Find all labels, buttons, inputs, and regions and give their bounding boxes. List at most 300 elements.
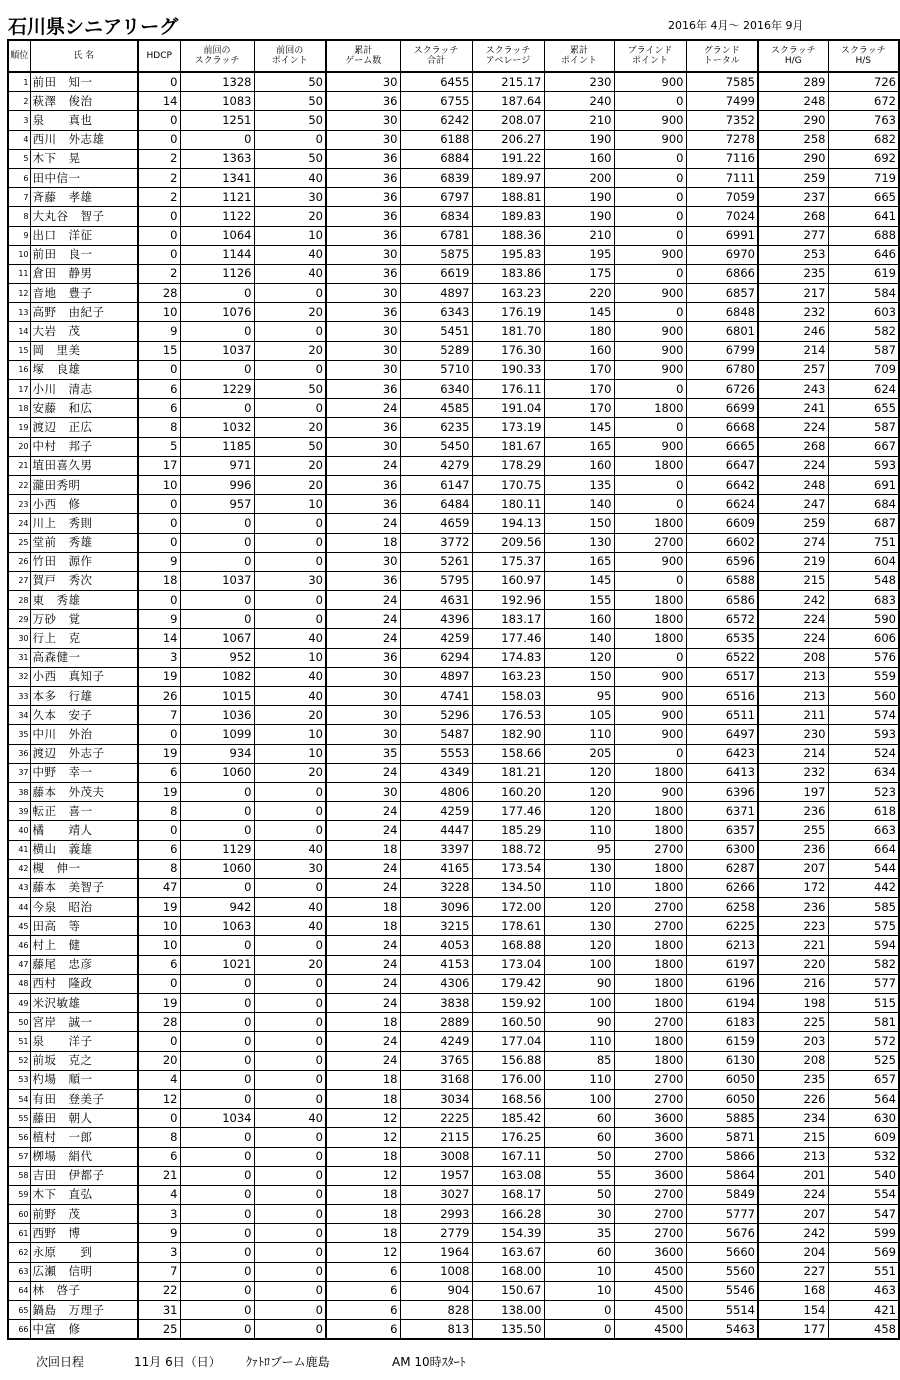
value-cell: 215 <box>758 571 828 590</box>
value-cell: 173.54 <box>472 859 544 878</box>
value-cell: 900 <box>614 687 686 706</box>
table-row <box>8 322 899 341</box>
rank-cell: 61 <box>8 1224 30 1243</box>
value-cell: 8 <box>138 802 180 821</box>
value-cell: 4249 <box>400 1032 472 1051</box>
value-cell: 1800 <box>614 974 686 993</box>
value-cell: 188.36 <box>472 226 544 245</box>
table-row <box>8 514 899 533</box>
value-cell: 200 <box>544 168 614 187</box>
value-cell: 2700 <box>614 917 686 936</box>
value-cell: 5289 <box>400 341 472 360</box>
value-cell: 6799 <box>686 341 758 360</box>
value-cell: 224 <box>758 456 828 475</box>
value-cell: 5261 <box>400 552 472 571</box>
value-cell: 900 <box>614 284 686 303</box>
value-cell: 0 <box>180 1185 254 1204</box>
rank-cell: 64 <box>8 1281 30 1300</box>
name-cell: 小西 真知子 <box>30 667 138 686</box>
value-cell: 0 <box>614 744 686 763</box>
value-cell: 258 <box>758 130 828 149</box>
value-cell: 40 <box>254 917 326 936</box>
table-row <box>8 1320 899 1340</box>
value-cell: 224 <box>758 610 828 629</box>
value-cell: 208.07 <box>472 111 544 130</box>
value-cell: 150 <box>544 514 614 533</box>
value-cell: 230 <box>758 725 828 744</box>
value-cell: 900 <box>614 341 686 360</box>
value-cell: 1957 <box>400 1166 472 1185</box>
value-cell: 952 <box>180 648 254 667</box>
value-cell: 0 <box>180 533 254 552</box>
value-cell: 100 <box>544 1089 614 1108</box>
value-cell: 1067 <box>180 629 254 648</box>
value-cell: 609 <box>828 1128 899 1147</box>
value-cell: 40 <box>254 687 326 706</box>
value-cell: 6970 <box>686 245 758 264</box>
value-cell: 9 <box>138 1224 180 1243</box>
header-row <box>8 40 899 72</box>
value-cell: 18 <box>326 1013 400 1032</box>
value-cell: 0 <box>614 303 686 322</box>
value-cell: 0 <box>180 284 254 303</box>
value-cell: 2225 <box>400 1109 472 1128</box>
value-cell: 6497 <box>686 725 758 744</box>
value-cell: 24 <box>326 1032 400 1051</box>
rank-cell: 34 <box>8 706 30 725</box>
value-cell: 90 <box>544 1013 614 1032</box>
value-cell: 24 <box>326 591 400 610</box>
value-cell: 185.29 <box>472 821 544 840</box>
value-cell: 1251 <box>180 111 254 130</box>
value-cell: 135 <box>544 475 614 494</box>
value-cell: 5864 <box>686 1166 758 1185</box>
value-cell: 105 <box>544 706 614 725</box>
value-cell: 0 <box>180 802 254 821</box>
value-cell: 6188 <box>400 130 472 149</box>
value-cell: 5777 <box>686 1205 758 1224</box>
value-cell: 5795 <box>400 571 472 590</box>
value-cell: 214 <box>758 744 828 763</box>
value-cell: 900 <box>614 322 686 341</box>
value-cell: 6647 <box>686 456 758 475</box>
value-cell: 1800 <box>614 514 686 533</box>
value-cell: 178.29 <box>472 456 544 475</box>
value-cell: 237 <box>758 188 828 207</box>
value-cell: 1082 <box>180 667 254 686</box>
value-cell: 3 <box>138 1205 180 1224</box>
value-cell: 40 <box>254 898 326 917</box>
rank-cell: 7 <box>8 188 30 207</box>
table-row <box>8 1051 899 1070</box>
value-cell: 5451 <box>400 322 472 341</box>
value-cell: 594 <box>828 936 899 955</box>
rank-cell: 27 <box>8 571 30 590</box>
value-cell: 2700 <box>614 1224 686 1243</box>
value-cell: 17 <box>138 456 180 475</box>
value-cell: 1800 <box>614 802 686 821</box>
value-cell: 0 <box>138 514 180 533</box>
value-cell: 0 <box>254 1224 326 1243</box>
value-cell: 900 <box>614 725 686 744</box>
value-cell: 5710 <box>400 360 472 379</box>
value-cell: 183.17 <box>472 610 544 629</box>
value-cell: 6834 <box>400 207 472 226</box>
name-cell: 前田 知一 <box>30 72 138 92</box>
value-cell: 36 <box>326 380 400 399</box>
table-row <box>8 610 899 629</box>
name-cell: 川上 秀則 <box>30 514 138 533</box>
value-cell: 6668 <box>686 418 758 437</box>
value-cell: 163.08 <box>472 1166 544 1185</box>
rank-cell: 3 <box>8 111 30 130</box>
rank-cell: 43 <box>8 878 30 897</box>
table-row <box>8 168 899 187</box>
value-cell: 6484 <box>400 495 472 514</box>
name-cell: 木下 直弘 <box>30 1185 138 1204</box>
name-cell: 転正 喜一 <box>30 802 138 821</box>
value-cell: 688 <box>828 226 899 245</box>
value-cell: 1800 <box>614 399 686 418</box>
table-row <box>8 264 899 283</box>
table-row <box>8 437 899 456</box>
value-cell: 215.17 <box>472 72 544 92</box>
value-cell: 36 <box>326 303 400 322</box>
value-cell: 0 <box>254 1051 326 1070</box>
value-cell: 551 <box>828 1262 899 1281</box>
value-cell: 30 <box>326 782 400 801</box>
rank-cell: 30 <box>8 629 30 648</box>
value-cell: 177 <box>758 1320 828 1340</box>
value-cell: 0 <box>180 1224 254 1243</box>
value-cell: 176.11 <box>472 380 544 399</box>
value-cell: 20 <box>254 207 326 226</box>
rank-cell: 37 <box>8 763 30 782</box>
value-cell: 0 <box>254 322 326 341</box>
value-cell: 50 <box>254 380 326 399</box>
name-cell: 東 秀雄 <box>30 591 138 610</box>
value-cell: 900 <box>614 111 686 130</box>
value-cell: 6357 <box>686 821 758 840</box>
value-cell: 1060 <box>180 763 254 782</box>
name-cell: 今泉 昭治 <box>30 898 138 917</box>
value-cell: 4631 <box>400 591 472 610</box>
value-cell: 55 <box>544 1166 614 1185</box>
value-cell: 6197 <box>686 955 758 974</box>
value-cell: 248 <box>758 475 828 494</box>
value-cell: 201 <box>758 1166 828 1185</box>
value-cell: 167.11 <box>472 1147 544 1166</box>
value-cell: 664 <box>828 840 899 859</box>
name-cell: 竹田 源作 <box>30 552 138 571</box>
value-cell: 221 <box>758 936 828 955</box>
value-cell: 181.21 <box>472 763 544 782</box>
value-cell: 6266 <box>686 878 758 897</box>
standings-table <box>7 39 900 1340</box>
value-cell: 2 <box>138 149 180 168</box>
value-cell: 0 <box>138 591 180 610</box>
value-cell: 1064 <box>180 226 254 245</box>
value-cell: 0 <box>180 1051 254 1070</box>
value-cell: 6 <box>326 1281 400 1300</box>
value-cell: 0 <box>254 1262 326 1281</box>
table-row <box>8 706 899 725</box>
value-cell: 442 <box>828 878 899 897</box>
table-row <box>8 418 899 437</box>
value-cell: 197 <box>758 782 828 801</box>
value-cell: 828 <box>400 1301 472 1320</box>
value-cell: 593 <box>828 725 899 744</box>
value-cell: 5849 <box>686 1185 758 1204</box>
value-cell: 159.92 <box>472 994 544 1013</box>
value-cell: 0 <box>254 1166 326 1185</box>
value-cell: 0 <box>614 380 686 399</box>
value-cell: 10 <box>138 475 180 494</box>
value-cell: 242 <box>758 591 828 610</box>
value-cell: 28 <box>138 1013 180 1032</box>
value-cell: 0 <box>180 936 254 955</box>
value-cell: 0 <box>180 322 254 341</box>
value-cell: 0 <box>254 936 326 955</box>
value-cell: 2700 <box>614 1089 686 1108</box>
value-cell: 207 <box>758 859 828 878</box>
value-cell: 7499 <box>686 92 758 111</box>
value-cell: 1800 <box>614 994 686 1013</box>
rank-cell: 38 <box>8 782 30 801</box>
value-cell: 6609 <box>686 514 758 533</box>
value-cell: 3168 <box>400 1070 472 1089</box>
value-cell: 7024 <box>686 207 758 226</box>
value-cell: 240 <box>544 92 614 111</box>
value-cell: 24 <box>326 955 400 974</box>
value-cell: 4585 <box>400 399 472 418</box>
value-cell: 3215 <box>400 917 472 936</box>
value-cell: 6511 <box>686 706 758 725</box>
value-cell: 942 <box>180 898 254 917</box>
value-cell: 1229 <box>180 380 254 399</box>
name-cell: 萩澤 俊治 <box>30 92 138 111</box>
value-cell: 5676 <box>686 1224 758 1243</box>
value-cell: 1008 <box>400 1262 472 1281</box>
value-cell: 160.97 <box>472 571 544 590</box>
value-cell: 181.67 <box>472 437 544 456</box>
value-cell: 900 <box>614 72 686 92</box>
name-cell: 高野 由紀子 <box>30 303 138 322</box>
value-cell: 532 <box>828 1147 899 1166</box>
value-cell: 165 <box>544 552 614 571</box>
table-row <box>8 1070 899 1089</box>
value-cell: 1800 <box>614 1051 686 1070</box>
rank-cell: 53 <box>8 1070 30 1089</box>
name-cell: 久本 安子 <box>30 706 138 725</box>
value-cell: 4741 <box>400 687 472 706</box>
value-cell: 255 <box>758 821 828 840</box>
value-cell: 232 <box>758 303 828 322</box>
value-cell: 268 <box>758 207 828 226</box>
name-cell: 吉田 伊都子 <box>30 1166 138 1185</box>
value-cell: 515 <box>828 994 899 1013</box>
rank-cell: 45 <box>8 917 30 936</box>
name-cell: 中川 外治 <box>30 725 138 744</box>
rank-cell: 9 <box>8 226 30 245</box>
value-cell: 900 <box>614 706 686 725</box>
rank-cell: 2 <box>8 92 30 111</box>
table-row <box>8 72 899 92</box>
name-cell: 田中信一 <box>30 168 138 187</box>
column-header: スクラッチ 合計 <box>400 40 472 72</box>
value-cell: 175 <box>544 264 614 283</box>
value-cell: 1800 <box>614 629 686 648</box>
value-cell: 158.03 <box>472 687 544 706</box>
value-cell: 0 <box>138 245 180 264</box>
value-cell: 158.66 <box>472 744 544 763</box>
rank-cell: 33 <box>8 687 30 706</box>
value-cell: 0 <box>254 360 326 379</box>
table-row <box>8 859 899 878</box>
name-cell: 堂前 秀雄 <box>30 533 138 552</box>
value-cell: 95 <box>544 687 614 706</box>
value-cell: 1015 <box>180 687 254 706</box>
value-cell: 172 <box>758 878 828 897</box>
value-cell: 170 <box>544 399 614 418</box>
value-cell: 18 <box>326 1224 400 1243</box>
value-cell: 20 <box>138 1051 180 1070</box>
value-cell: 1037 <box>180 571 254 590</box>
value-cell: 1037 <box>180 341 254 360</box>
name-cell: 西川 外志雄 <box>30 130 138 149</box>
rank-cell: 57 <box>8 1147 30 1166</box>
value-cell: 0 <box>254 1089 326 1108</box>
table-row <box>8 207 899 226</box>
value-cell: 172.00 <box>472 898 544 917</box>
value-cell: 0 <box>180 399 254 418</box>
value-cell: 234 <box>758 1109 828 1128</box>
value-cell: 6159 <box>686 1032 758 1051</box>
value-cell: 247 <box>758 495 828 514</box>
value-cell: 195.83 <box>472 245 544 264</box>
next-schedule-time: AM 10時ｽﾀｰﾄ <box>392 1355 466 1369</box>
value-cell: 14 <box>138 629 180 648</box>
value-cell: 2700 <box>614 1205 686 1224</box>
value-cell: 3034 <box>400 1089 472 1108</box>
value-cell: 30 <box>326 706 400 725</box>
value-cell: 226 <box>758 1089 828 1108</box>
rank-cell: 12 <box>8 284 30 303</box>
value-cell: 6866 <box>686 264 758 283</box>
value-cell: 163.23 <box>472 284 544 303</box>
value-cell: 6699 <box>686 399 758 418</box>
value-cell: 587 <box>828 418 899 437</box>
value-cell: 253 <box>758 245 828 264</box>
value-cell: 176.30 <box>472 341 544 360</box>
value-cell: 30 <box>254 188 326 207</box>
value-cell: 28 <box>138 284 180 303</box>
value-cell: 187.64 <box>472 92 544 111</box>
value-cell: 20 <box>254 955 326 974</box>
value-cell: 6522 <box>686 648 758 667</box>
name-cell: 杓場 順一 <box>30 1070 138 1089</box>
value-cell: 0 <box>614 571 686 590</box>
value-cell: 1122 <box>180 207 254 226</box>
name-cell: 泉 真也 <box>30 111 138 130</box>
value-cell: 19 <box>138 667 180 686</box>
value-cell: 156.88 <box>472 1051 544 1070</box>
value-cell: 4259 <box>400 802 472 821</box>
value-cell: 30 <box>326 341 400 360</box>
table-row <box>8 1262 899 1281</box>
value-cell: 0 <box>138 1109 180 1128</box>
value-cell: 900 <box>614 552 686 571</box>
value-cell: 173.04 <box>472 955 544 974</box>
value-cell: 10 <box>138 936 180 955</box>
value-cell: 1800 <box>614 610 686 629</box>
value-cell: 6050 <box>686 1070 758 1089</box>
value-cell: 585 <box>828 898 899 917</box>
table-row <box>8 130 899 149</box>
value-cell: 24 <box>326 994 400 1013</box>
value-cell: 14 <box>138 92 180 111</box>
value-cell: 751 <box>828 533 899 552</box>
value-cell: 30 <box>326 130 400 149</box>
column-header: スクラッチ H/G <box>758 40 828 72</box>
value-cell: 1083 <box>180 92 254 111</box>
value-cell: 6726 <box>686 380 758 399</box>
value-cell: 672 <box>828 92 899 111</box>
value-cell: 24 <box>326 763 400 782</box>
name-cell: 斉藤 孝雄 <box>30 188 138 207</box>
value-cell: 50 <box>544 1185 614 1204</box>
value-cell: 2993 <box>400 1205 472 1224</box>
table-row <box>8 341 899 360</box>
value-cell: 7585 <box>686 72 758 92</box>
value-cell: 160 <box>544 456 614 475</box>
table-row <box>8 303 899 322</box>
value-cell: 205 <box>544 744 614 763</box>
value-cell: 190 <box>544 130 614 149</box>
value-cell: 30 <box>326 687 400 706</box>
value-cell: 19 <box>138 782 180 801</box>
value-cell: 168 <box>758 1281 828 1300</box>
value-cell: 900 <box>614 782 686 801</box>
value-cell: 3397 <box>400 840 472 859</box>
value-cell: 0 <box>254 782 326 801</box>
value-cell: 554 <box>828 1185 899 1204</box>
name-cell: 米沢敏雄 <box>30 994 138 1013</box>
name-cell: 宮岸 誠一 <box>30 1013 138 1032</box>
value-cell: 189.97 <box>472 168 544 187</box>
value-cell: 246 <box>758 322 828 341</box>
value-cell: 6839 <box>400 168 472 187</box>
value-cell: 0 <box>138 533 180 552</box>
value-cell: 0 <box>180 1320 254 1340</box>
value-cell: 10 <box>544 1281 614 1300</box>
table-row <box>8 571 899 590</box>
value-cell: 203 <box>758 1032 828 1051</box>
value-cell: 4 <box>138 1070 180 1089</box>
value-cell: 10 <box>254 725 326 744</box>
rank-cell: 60 <box>8 1205 30 1224</box>
value-cell: 36 <box>326 149 400 168</box>
value-cell: 1034 <box>180 1109 254 1128</box>
rank-cell: 22 <box>8 475 30 494</box>
value-cell: 1800 <box>614 1032 686 1051</box>
value-cell: 223 <box>758 917 828 936</box>
value-cell: 6287 <box>686 859 758 878</box>
value-cell: 0 <box>254 514 326 533</box>
name-cell: 永原 到 <box>30 1243 138 1262</box>
value-cell: 6194 <box>686 994 758 1013</box>
value-cell: 134.50 <box>472 878 544 897</box>
